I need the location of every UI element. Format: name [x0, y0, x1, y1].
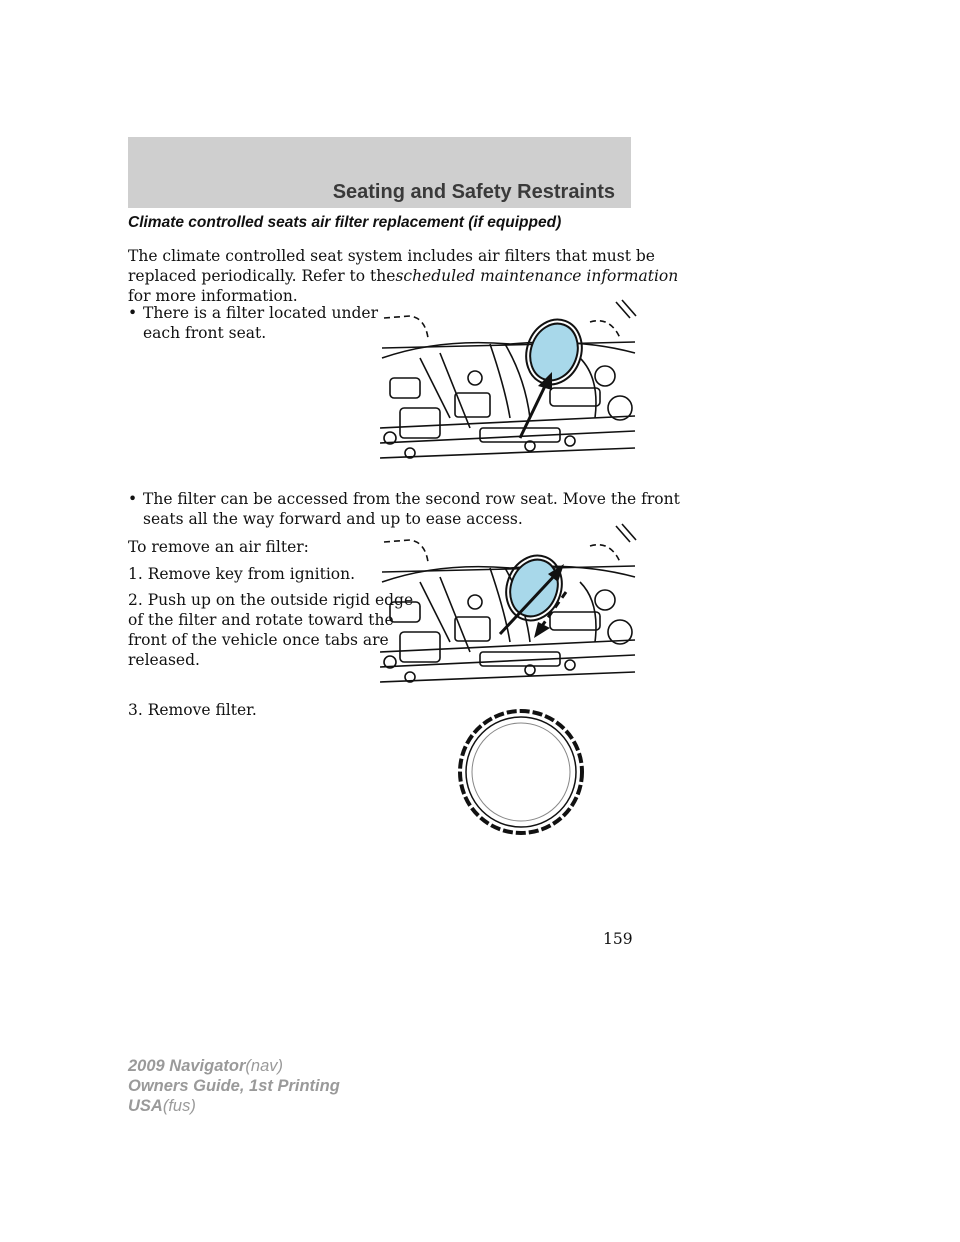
maintenance-reference: scheduled maintenance information — [395, 267, 679, 285]
footer-model-code: (nav) — [245, 1057, 283, 1075]
intro-line-1: The climate controlled seat system includes air filters that must be — [128, 247, 655, 265]
bullet-2-line-1: The filter can be accessed from the second row seat. Move the front — [143, 490, 680, 508]
intro-line-3: for more information. — [128, 287, 298, 305]
header-band — [128, 137, 631, 208]
bullet-1-line-2: each front seat. — [143, 324, 267, 342]
page-number: 159 — [603, 930, 633, 948]
bullet-2-line-2: seats all the way forward and up to ease access. — [143, 510, 523, 528]
bullet-dot-1: • — [128, 304, 138, 322]
footer-line-1 — [128, 1056, 340, 1076]
air-filter-illustration — [456, 707, 586, 837]
bullet-dot-2: • — [128, 490, 138, 508]
footer-market: USA — [128, 1097, 163, 1115]
step-3: 3. Remove filter. — [128, 701, 257, 719]
step-2-line-3: front of the vehicle once tabs are — [128, 631, 389, 649]
intro-line-2 — [128, 266, 678, 286]
step-1: 1. Remove key from ignition. — [128, 565, 356, 583]
step-2-line-2: of the filter and rotate toward the — [128, 611, 394, 629]
bullet-1-line-1: There is a filter located under — [143, 304, 378, 322]
footer-model: 2009 Navigator — [128, 1057, 246, 1075]
step-2-line-1: 2. Push up on the outside rigid edge — [128, 591, 414, 609]
intro-line-2-text: replaced periodically. Refer to the — [128, 267, 396, 285]
section-heading: Climate controlled seats air filter replacement (if equipped) — [128, 214, 562, 231]
steps-intro: To remove an air filter: — [128, 538, 309, 556]
seat-filter-illustration-1 — [380, 298, 638, 468]
footer-line-3 — [128, 1096, 340, 1116]
print-footer — [128, 1056, 340, 1116]
header-title: Seating and Safety Restraints — [332, 181, 615, 203]
footer-line-2: Owners Guide, 1st Printing — [128, 1077, 340, 1095]
seat-filter-illustration-2 — [380, 522, 638, 692]
footer-market-code: (fus) — [162, 1097, 196, 1115]
step-2-line-4: released. — [128, 651, 200, 669]
